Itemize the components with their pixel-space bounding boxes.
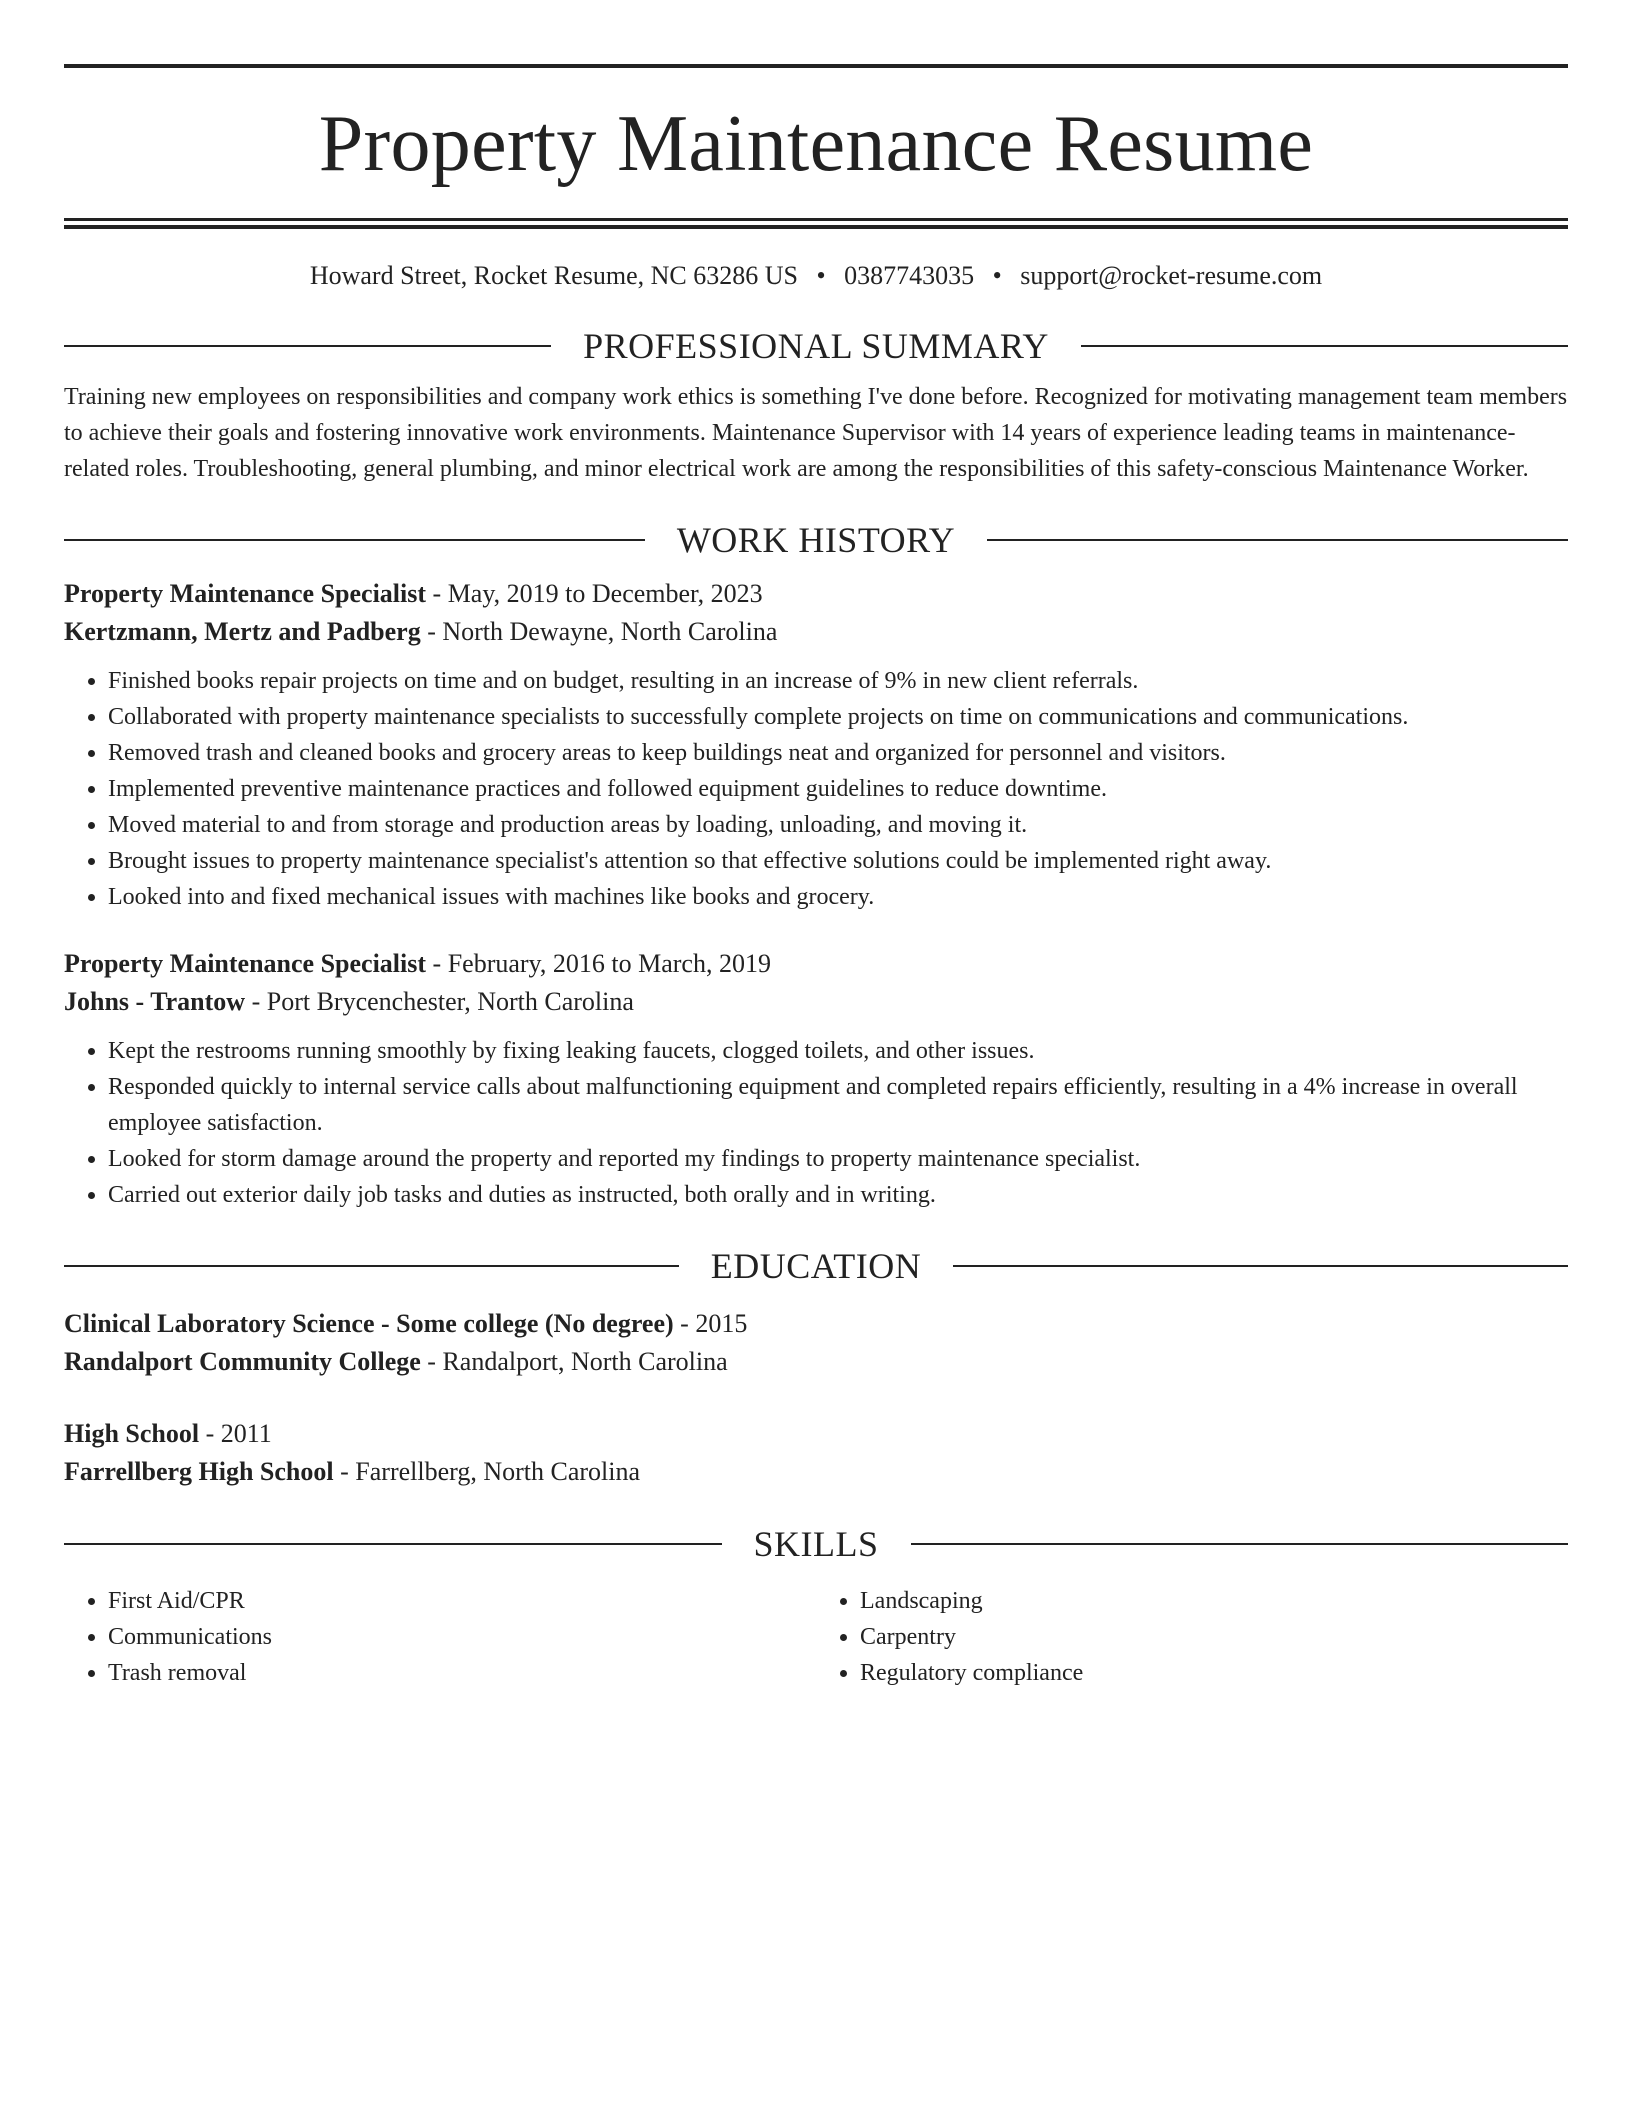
section-heading-summary <box>64 323 1568 369</box>
contact-phone: 0387743035 <box>844 261 975 290</box>
summary-text: Training new employees on responsibilities and company work ethics is something I've done before. Recognized for motivating management team members to achieve their goals and fostering innovative work environments. Maintenance Supervisor with 14 years of experience leading teams in maintenance-related roles. Troubleshooting, general plumbing, and minor electrical work are among the responsibilities of this safety-conscious Maintenance Worker. <box>64 384 1568 482</box>
education-school: Farrellberg High School <box>64 1457 334 1486</box>
education-year: - 2011 <box>199 1419 272 1448</box>
heading-rule <box>64 1543 722 1545</box>
skills-column-left <box>64 1583 816 1691</box>
job-company-line <box>64 983 1568 1021</box>
list-item: • Finished books repair projects on time and on budget, resulting in an increase of 9% in new client referrals. <box>108 663 1568 699</box>
job-company: Johns - Trantow <box>64 987 246 1016</box>
list-item: • Moved material to and from storage and production areas by loading, unloading, and moving it. <box>108 807 1568 843</box>
job-title-line <box>64 945 1568 983</box>
contact-address: Howard Street, Rocket Resume, NC 63286 US <box>309 261 799 290</box>
education-entry <box>64 1415 1568 1491</box>
skill-item: • Regulatory compliance <box>860 1655 1568 1691</box>
education-school-line <box>64 1453 1568 1491</box>
section-heading-education <box>64 1243 1568 1289</box>
section-heading-skills <box>64 1521 1568 1567</box>
heading-rule <box>911 1543 1569 1545</box>
job-location: - Port Brycenchester, North Carolina <box>245 987 634 1016</box>
list-item: • Implemented preventive maintenance practices and followed equipment guidelines to reduce downtime. <box>108 771 1568 807</box>
education-location: - Randalport, North Carolina <box>420 1347 728 1376</box>
job-dates: - May, 2019 to December, 2023 <box>426 579 763 608</box>
job-title: Property Maintenance Specialist <box>64 579 427 608</box>
heading-rule <box>64 345 551 347</box>
skill-item: • Carpentry <box>860 1619 1568 1655</box>
section-heading-work <box>64 517 1568 563</box>
heading-rule <box>64 1265 679 1267</box>
education-degree: Clinical Laboratory Science - Some college (No degree) <box>64 1309 674 1338</box>
skill-item: • First Aid/CPR <box>108 1583 816 1619</box>
list-item: • Looked for storm damage around the property and reported my findings to property maintenance specialist. <box>108 1141 1568 1177</box>
title-double-rule <box>64 218 1568 229</box>
list-item: • Looked into and fixed mechanical issues with machines like books and grocery. <box>108 879 1568 915</box>
education-year: - 2015 <box>673 1309 748 1338</box>
list-item: • Collaborated with property maintenance specialists to successfully complete projects on time on communications and communications. <box>108 699 1568 735</box>
contact-line <box>64 259 1568 293</box>
skill-item: • Trash removal <box>108 1655 816 1691</box>
section-title: PROFESSIONAL SUMMARY <box>583 326 1049 366</box>
skill-item: • Communications <box>108 1619 816 1655</box>
resume-title: Property Maintenance Resume <box>318 100 1314 188</box>
resume-page <box>64 64 1568 1691</box>
list-item: • Removed trash and cleaned books and grocery areas to keep buildings neat and organized for personnel and visitors. <box>108 735 1568 771</box>
heading-rule <box>987 539 1568 541</box>
skills-list <box>64 1583 1568 1691</box>
list-item: • Brought issues to property maintenance specialist's attention so that effective solutions could be implemented right away. <box>108 843 1568 879</box>
heading-rule <box>953 1265 1568 1267</box>
job-entry <box>64 945 1568 1213</box>
list-item: • Kept the restrooms running smoothly by fixing leaking faucets, clogged toilets, and other issues. <box>108 1033 1568 1069</box>
contact-separator: • <box>816 261 826 290</box>
heading-rule <box>1081 345 1568 347</box>
education-degree: High School <box>64 1419 200 1448</box>
job-location: - North Dewayne, North Carolina <box>420 617 778 646</box>
contact-separator: • <box>992 261 1002 290</box>
list-item: • Responded quickly to internal service calls about malfunctioning equipment and completed repairs efficiently, resulting in a 4% increase in overall employee satisfaction. <box>108 1069 1568 1141</box>
job-title: Property Maintenance Specialist <box>64 949 427 978</box>
education-entry <box>64 1305 1568 1381</box>
list-item: • Carried out exterior daily job tasks and duties as instructed, both orally and in writing. <box>108 1177 1568 1213</box>
job-entry <box>64 575 1568 915</box>
education-degree-line <box>64 1305 1568 1343</box>
education-degree-line <box>64 1415 1568 1453</box>
skills-column-right <box>816 1583 1568 1691</box>
top-rule <box>64 64 1568 68</box>
job-bullets <box>64 663 1568 915</box>
contact-email: support@rocket-resume.com <box>1020 261 1323 290</box>
job-company: Kertzmann, Mertz and Padberg <box>64 617 421 646</box>
education-school: Randalport Community College <box>64 1347 421 1376</box>
job-bullets <box>64 1033 1568 1213</box>
education-location: - Farrellberg, North Carolina <box>333 1457 641 1486</box>
education-school-line <box>64 1343 1568 1381</box>
section-title: SKILLS <box>753 1524 879 1564</box>
heading-rule <box>64 539 645 541</box>
job-dates: - February, 2016 to March, 2019 <box>426 949 771 978</box>
section-title: WORK HISTORY <box>676 520 956 560</box>
section-title: EDUCATION <box>710 1246 922 1286</box>
job-company-line <box>64 613 1568 651</box>
job-title-line <box>64 575 1568 613</box>
skill-item: • Landscaping <box>860 1583 1568 1619</box>
